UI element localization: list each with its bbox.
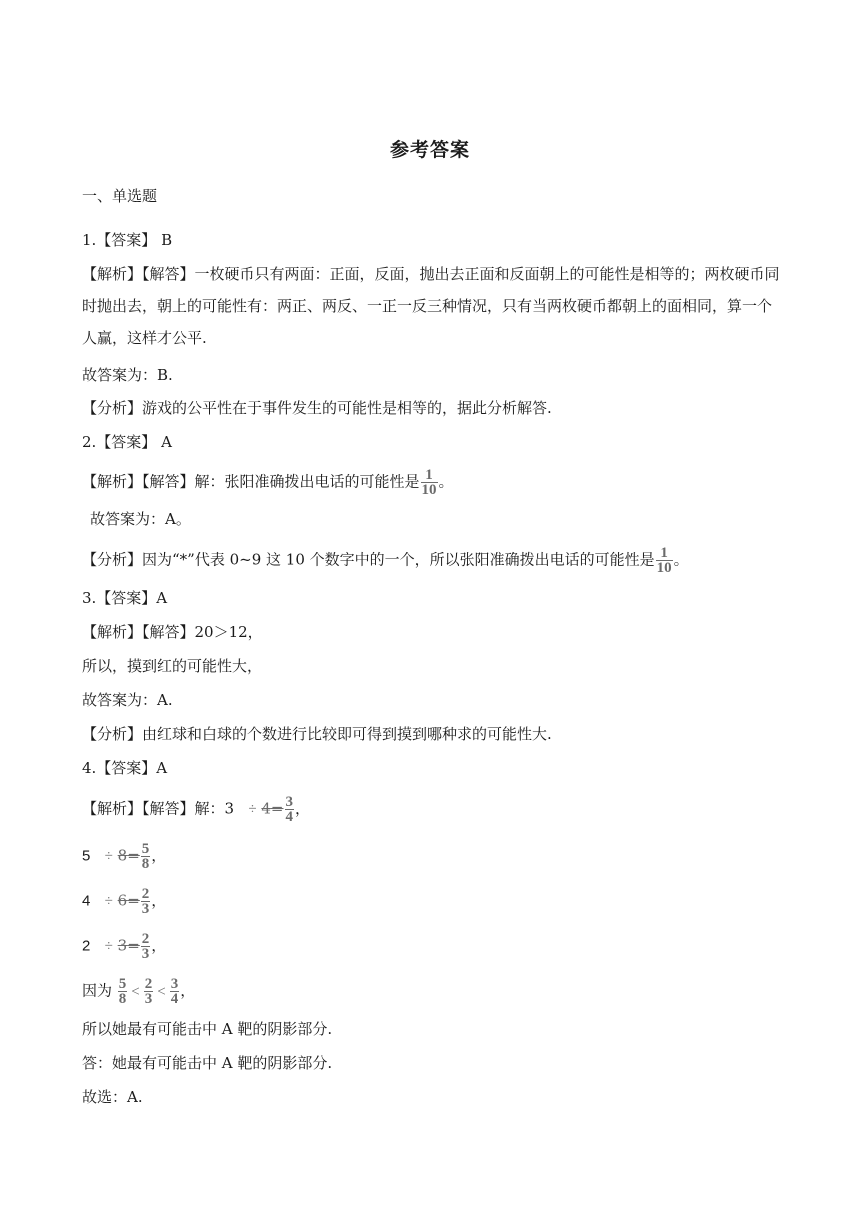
- q4-div-sign: ÷: [248, 801, 257, 818]
- q4-calc-num: 2: [141, 886, 150, 902]
- q4-reply: 答：她最有可能击中 A 靶的阴影部分.: [82, 1054, 333, 1072]
- q4-equals: =: [127, 936, 140, 955]
- q3-analysis: 【分析】由红球和白球的个数进行比较即可得到摸到哪种求的可能性大.: [82, 725, 552, 743]
- q2-analysis-end: 。: [673, 550, 689, 569]
- section-heading: 一、单选题: [82, 187, 158, 205]
- q4-calc-dividend: 5: [82, 847, 91, 865]
- q4-calc-divisor: 6: [117, 891, 128, 910]
- q1-conclusion: 故答案为：B.: [82, 366, 173, 384]
- q2-analysis-text: 【分析】因为“*”代表 0~9 这 10 个数字中的一个，所以张阳准确拨出电话的可能性是: [82, 550, 655, 569]
- q2-conclusion: 故答案为：A。: [90, 510, 191, 528]
- q4-ineq-den: 8: [118, 991, 127, 1007]
- q4-ineq-num: 2: [144, 976, 153, 992]
- q2-analysis-fraction: [656, 546, 673, 575]
- q3-conclusion: 故答案为：A.: [82, 691, 173, 709]
- q4-ineq-fraction: [118, 977, 128, 1006]
- q2-explanation-text: 【解析】【解答】解：张阳准确拨出电话的可能性是: [82, 472, 420, 491]
- q4-divisor: 4: [261, 799, 271, 818]
- q4-calc-line: [82, 887, 782, 916]
- q4-comparison-line: [82, 977, 782, 1006]
- q3-explanation: 【解析】【解答】20＞12，: [82, 623, 263, 641]
- q4-calc-num: 2: [141, 931, 150, 947]
- q2-analysis: [82, 546, 782, 575]
- q4-equals: =: [270, 799, 284, 818]
- q4-calc-fraction: [141, 932, 151, 961]
- q4-equals: =: [127, 846, 140, 865]
- q1-answer: 1.【答案】 B: [82, 231, 173, 249]
- q4-div-sign: ÷: [104, 893, 113, 910]
- q3-line2: 所以，摸到红的可能性大，: [82, 657, 263, 675]
- q4-equals: =: [127, 891, 140, 910]
- q2-answer: 2.【答案】 A: [82, 433, 172, 451]
- q4-calc-dividend: 2: [82, 937, 91, 955]
- q2-fraction-denominator: 10: [421, 482, 437, 498]
- q4-because: 因为: [82, 981, 113, 1000]
- q4-comma: ，: [151, 846, 167, 865]
- q1-analysis: 【分析】游戏的公平性在于事件发生的可能性是相等的，据此分析解答.: [82, 399, 552, 417]
- q4-comma: ，: [180, 981, 196, 1000]
- q4-calc-den: 3: [141, 946, 150, 962]
- less-than-sign: <: [157, 983, 166, 1000]
- q4-ineq-fraction: [170, 977, 180, 1006]
- q4-explanation-text: 【解析】【解答】解：3: [82, 799, 235, 818]
- q4-answer: 4.【答案】A: [82, 759, 168, 777]
- q2-explanation-end: 。: [438, 472, 454, 491]
- q2-analysis-fraction-numerator: 1: [660, 545, 668, 561]
- q4-comma: ，: [295, 799, 311, 818]
- q4-result-den: 4: [285, 809, 293, 825]
- q4-div-sign: ÷: [104, 938, 113, 955]
- q4-so: 所以她最有可能击中 A 靶的阴影部分.: [82, 1020, 333, 1038]
- q4-result-fraction: [285, 795, 295, 824]
- q4-ineq-num: 5: [118, 976, 127, 992]
- q4-calc-num: 5: [141, 841, 150, 857]
- q4-ineq-den: 4: [170, 991, 179, 1007]
- less-than-sign: <: [131, 983, 140, 1000]
- q4-comma: ，: [151, 891, 167, 910]
- q4-choice: 故选：A.: [82, 1088, 143, 1106]
- q4-calc-divisor: 8: [117, 846, 128, 865]
- q4-ineq-fraction: [144, 977, 154, 1006]
- q4-explanation-line: [82, 795, 782, 824]
- q2-fraction-numerator: 1: [425, 467, 433, 483]
- q4-calc-fraction: [141, 842, 151, 871]
- q4-calc-dividend: 4: [82, 892, 91, 910]
- q3-answer: 3.【答案】A: [82, 589, 168, 607]
- q4-calc-line: [82, 932, 782, 961]
- q4-calc-line: [82, 842, 782, 871]
- q4-calc-den: 3: [141, 901, 150, 917]
- q2-explanation: [82, 468, 782, 497]
- q4-calc-den: 8: [141, 856, 150, 872]
- q2-analysis-fraction-denominator: 10: [656, 560, 672, 576]
- q4-ineq-den: 3: [144, 991, 153, 1007]
- q4-ineq-num: 3: [170, 976, 179, 992]
- q4-div-sign: ÷: [104, 848, 113, 865]
- page-title: 参考答案: [389, 139, 470, 161]
- q1-explanation: 【解析】【解答】一枚硬币只有两面：正面，反面，抛出去正面和反面朝上的可能性是相等的；两枚硬币同时抛出去，朝上的可能性有：两正、两反、一正一反三种情况，只有当两枚硬币都朝上的面相同，算一个人赢，这样才公平.: [82, 265, 780, 347]
- q4-calc-fraction: [141, 887, 151, 916]
- q4-result-num: 3: [285, 794, 293, 810]
- q2-fraction: [421, 468, 438, 497]
- q4-calc-divisor: 3: [117, 936, 128, 955]
- q4-comma: ，: [151, 936, 167, 955]
